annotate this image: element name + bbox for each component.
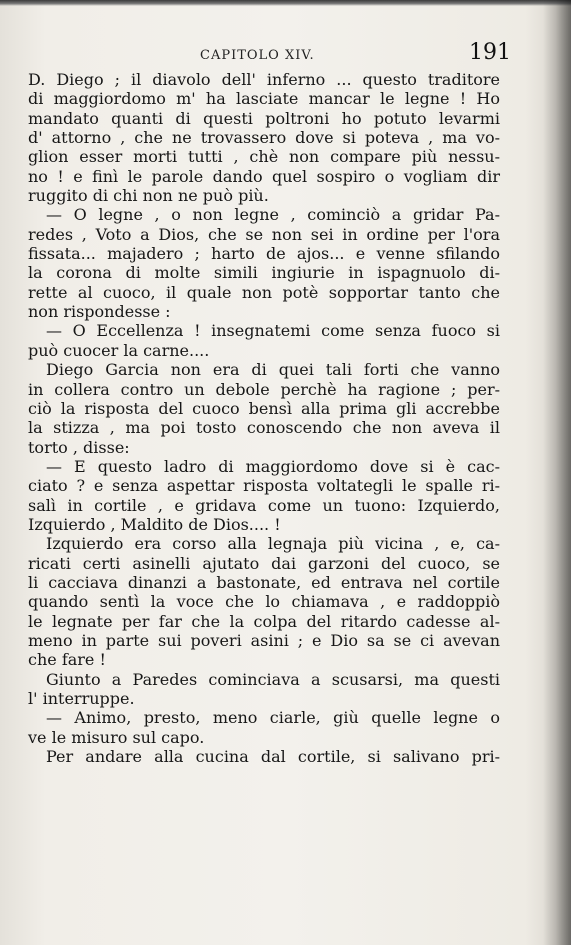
body-text — [28, 70, 500, 766]
text-line: glion esser morti tutti , chè non compare più nessu- — [28, 147, 500, 167]
text-line: — O legne , o non legne , cominciò a gridar Pa- — [46, 205, 500, 225]
text-line: no ! e finì le parole dando quel sospiro o vogliam dir — [28, 166, 500, 186]
text-line: la corona di molte simili ingiurie in ispagnuolo di- — [28, 263, 500, 283]
running-head: CAPITOLO XIV. — [200, 48, 315, 63]
text-line: — Animo, presto, meno ciarle, giù quelle legne o — [46, 708, 500, 728]
text-line: ve le misuro sul capo. — [28, 727, 205, 747]
text-line: ciò la risposta del cuoco bensì alla prima gli accrebbe — [28, 398, 500, 418]
text-line: le legnate per far che la colpa del ritardo cadesse al- — [28, 611, 500, 631]
text-line: Izquierdo , Maldito de Dios.... ! — [28, 514, 281, 534]
text-line: meno in parte sui poveri asini ; e Dio sa se ci avevan — [28, 630, 500, 650]
text-line: ricati certi asinelli ajutato dai garzoni del cuoco, se — [28, 553, 500, 573]
text-line: — E questo ladro di maggiordomo dove si è cac- — [46, 456, 500, 476]
text-line: Diego Garcia non era di quei tali forti che vanno — [46, 360, 500, 380]
page-header — [40, 40, 511, 72]
text-line: ruggito di chi non ne può più. — [28, 186, 269, 206]
text-line: mandato quanti di questi poltroni ho potuto levarmi — [28, 108, 500, 128]
text-line: quando sentì la voce che lo chiamava , e raddoppiò — [28, 592, 500, 612]
text-line: di maggiordomo m' ha lasciate mancar le legne ! Ho — [28, 89, 500, 109]
text-line: in collera contro un debole perchè ha ragione ; per- — [28, 379, 500, 399]
text-line: torto , disse: — [28, 437, 130, 457]
page-top-edge — [0, 0, 571, 6]
text-line: può cuocer la carne.... — [28, 340, 210, 360]
text-line: fissata... majadero ; harto de ajos... e venne sfilando — [28, 244, 500, 264]
text-line: d' attorno , che ne trovassero dove si poteva , ma vo- — [28, 128, 500, 148]
text-line: salì in cortile , e gridava come un tuono: Izquierdo, — [28, 495, 500, 515]
text-line: che fare ! — [28, 650, 106, 670]
text-line: rette al cuoco, il quale non potè sopportar tanto che — [28, 282, 500, 302]
binding-shadow — [543, 0, 571, 945]
text-line: non rispondesse : — [28, 302, 171, 322]
text-line: Per andare alla cucina dal cortile, si salivano pri- — [46, 747, 500, 767]
text-line: la stizza , ma poi tosto conoscendo che non aveva il — [28, 418, 500, 438]
page-number: 191 — [469, 40, 511, 65]
text-line: li cacciava dinanzi a bastonate, ed entrava nel cortile — [28, 572, 500, 592]
text-line: Izquierdo era corso alla legnaja più vicina , e, ca- — [46, 534, 500, 554]
text-line: redes , Voto a Dios, che se non sei in ordine per l'ora — [28, 224, 500, 244]
text-line: Giunto a Paredes cominciava a scusarsi, ma questi — [46, 669, 500, 689]
text-line: ciato ? e senza aspettar risposta voltategli le spalle ri- — [28, 476, 500, 496]
text-line: l' interruppe. — [28, 689, 135, 708]
text-line: D. Diego ; il diavolo dell' inferno ... questo traditore — [28, 70, 500, 89]
text-line: — O Eccellenza ! insegnatemi come senza fuoco si — [46, 321, 500, 341]
